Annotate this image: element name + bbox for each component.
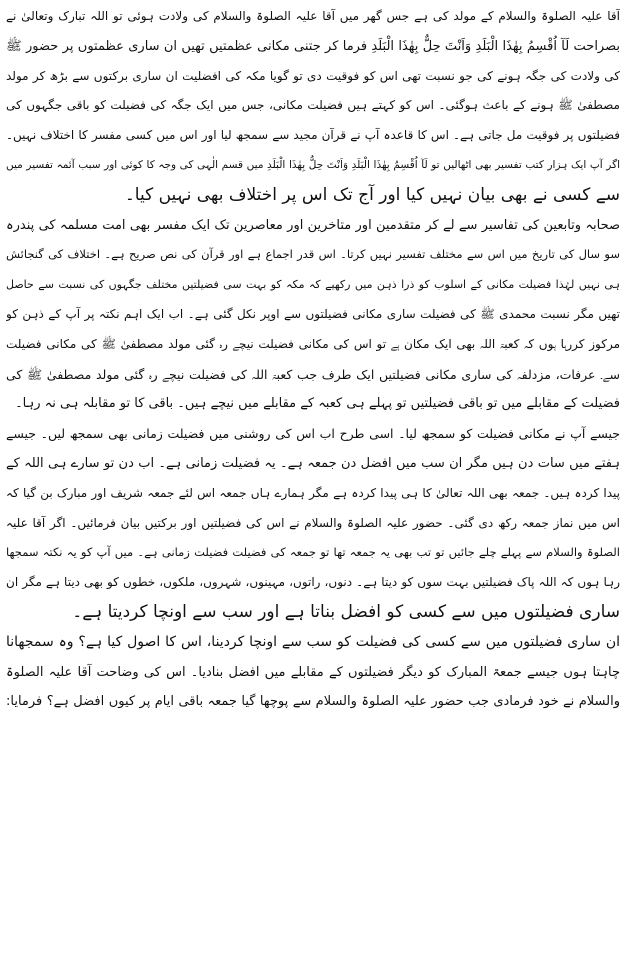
text-line: سو سال کی تاریخ میں اس سے مختلف تفسیر نہیں کرتا۔ اس قدر اجماع ہے اور قرآن کی نص صریح ہے۔ اختلاف کی گنجائش <box>6 247 620 262</box>
text-line: الصلوۃ والسلام سے پہلے چلے جائیں تو تب بھی یہ جمعہ تھا تو جمعہ کی فضیلت فضیلت زمانی ہے۔ میں آپ کو یہ نکتہ سمجھا <box>6 545 620 560</box>
text-line: پیدا کردہ ہیں۔ جمعہ بھی اللہ تعالیٰ کا ہی پیدا کردہ ہے مگر ہمارے ہاں جمعہ اس لئے جمعہ شریف اور مبارک بن گیا کہ <box>6 485 620 500</box>
text-line: والسلام نے خود فرمادی جب حضور علیہ الصلوۃ والسلام سے پوچھا گیا جمعہ باقی ایام پر کیوں افضل ہے؟ فرمایا: <box>6 694 620 710</box>
text-line: اگر آپ ایک ہزار کتب تفسیر بھی اٹھالیں تو لَآ اُقْسِمُ بِھٰذَا الْبَلَدِ وَاَنْتَ حِلٌّ بِھٰذَا الْبَلَدِ میں قسم الٰہی کی وجہ کا کوئی اور سبب آئمہ تفسیر میں <box>6 158 620 171</box>
text-line: چاہتا ہوں جیسے جمعۃ المبارک کو دیگر فضیلتوں کے مقابلے میں افضل بنادیا۔ اس کی وضاحت آقا علیہ الصلوۃ <box>6 664 620 680</box>
text-line: رہا ہوں کہ اللہ پاک فضیلتیں بہت سوں کو دیتا ہے۔ دنوں، راتوں، مہینوں، شہروں، ملکوں، خطوں کو بھی دیتا ہے مگر ان <box>6 575 620 590</box>
text-line: صحابہ وتابعین کی تفاسیر سے لے کر متقدمین اور متاخرین اور معاصرین تک ایک مفسر بھی امت مسلمہ کی پندرہ <box>6 217 620 233</box>
text-line: آقا علیہ الصلوۃ والسلام کے مولد کی ہے جس گھر میں آقا علیہ الصلوۃ والسلام کی ولادت ہوئی تو اللہ تبارک وتعالیٰ نے <box>6 9 620 23</box>
text-line: سے کسی نے بھی بیان نہیں کیا اور آج تک اس پر اختلاف بھی نہیں کیا۔ <box>124 184 620 205</box>
text-line: فضیلتوں پر فوقیت مل جاتی ہے۔ اس کا قاعدہ آپ نے قرآن مجید سے سمجھ لیا اور اس میں کسی مفسر کا اختلاف نہیں۔ <box>6 128 620 143</box>
text-line: ساری فضیلتوں میں سے کسی کو افضل بناتا ہے اور سب سے اونچا کردیتا ہے۔ <box>72 601 620 622</box>
text-line: مرکوز کررہا ہوں کہ کعبۃ اللہ بھی ایک مکان ہے تو اس کی مکانی فضیلت نیچے رہ گئی مولد مصطفیٰ ﷺ کی مکانی فضیلت <box>6 336 620 351</box>
text-line: بصراحت لَآ اُقْسِمُ بِھٰذَا الْبَلَدِ وَاَنْتَ حِلٌّ بِھٰذَا الْبَلَدِ فرما کر جتنی مکانی عظمتیں تھیں ان ساری عظمتوں پر حضور ﷺ <box>6 38 620 54</box>
text-line: کی ولادت کی جگہ ہونے کی جو نسبت تھی اس کو فوقیت دی تو گویا مکہ کی افضلیت ان ساری برکتوں سے بڑھ کر مولد <box>6 68 620 83</box>
text-line: مصطفیٰ ﷺ ہونے کے باعث ہوگئی۔ اس کو کہتے ہیں فضیلت مکانی، جس میں ایک جگہ کی فضیلت کو باقی جگہوں کی <box>6 98 620 113</box>
text-line: ہفتے میں سات دن ہیں مگر ان سب میں افضل دن جمعہ ہے۔ یہ فضیلت زمانی ہے۔ اب دن تو سارے ہی اللہ کے <box>6 455 620 471</box>
text-line: ہی نہیں لہٰذا فضیلت مکانی کے اسلوب کو ذرا ذہن میں رکھیے کہ مکہ کو بہت سی فضیلتیں مختلف جگہوں کی نسبت سے حاصل <box>6 278 620 292</box>
text-line: فضیلت کے مقابلے میں تو باقی فضیلتیں تو پہلے ہی کعبہ کے مقابلے میں نیچے ہیں۔ باقی کا تو مقابلہ ہی نہ رہا۔ <box>15 396 620 412</box>
text-line: اس میں نماز جمعہ رکھ دی گئی۔ حضور علیہ الصلوۃ والسلام نے اس کی فضیلتیں اور برکتیں بیان فرمائیں۔ اگر آقا علیہ <box>6 515 620 530</box>
text-line: سے۔ عرفات، مزدلفہ کی ساری مکانی فضیلتیں ایک طرف جب کعبۃ اللہ کی فضیلت نیچے رہ گئی مولد مصطفیٰ ﷺ کی <box>6 366 620 382</box>
text-line: ان ساری فضیلتوں میں سے کسی کی فضیلت کو سب سے اونچا کردینا، اس کا اصول کیا ہے؟ وہ سمجھانا <box>6 633 620 650</box>
text-line: جیسے آپ نے مکانی فضیلت کو سمجھ لیا۔ اسی طرح اب اس کی روشنی میں فضیلت زمانی بھی سمجھ لیں۔ جیسے <box>6 426 620 442</box>
text-line: تھیں مگر نسبت محمدی ﷺ کی فضیلت ساری مکانی فضیلتوں سے اوپر نکل گئی ہے۔ اب ایک اہم نکتہ پر آپ کے ذہن کو <box>6 306 620 321</box>
